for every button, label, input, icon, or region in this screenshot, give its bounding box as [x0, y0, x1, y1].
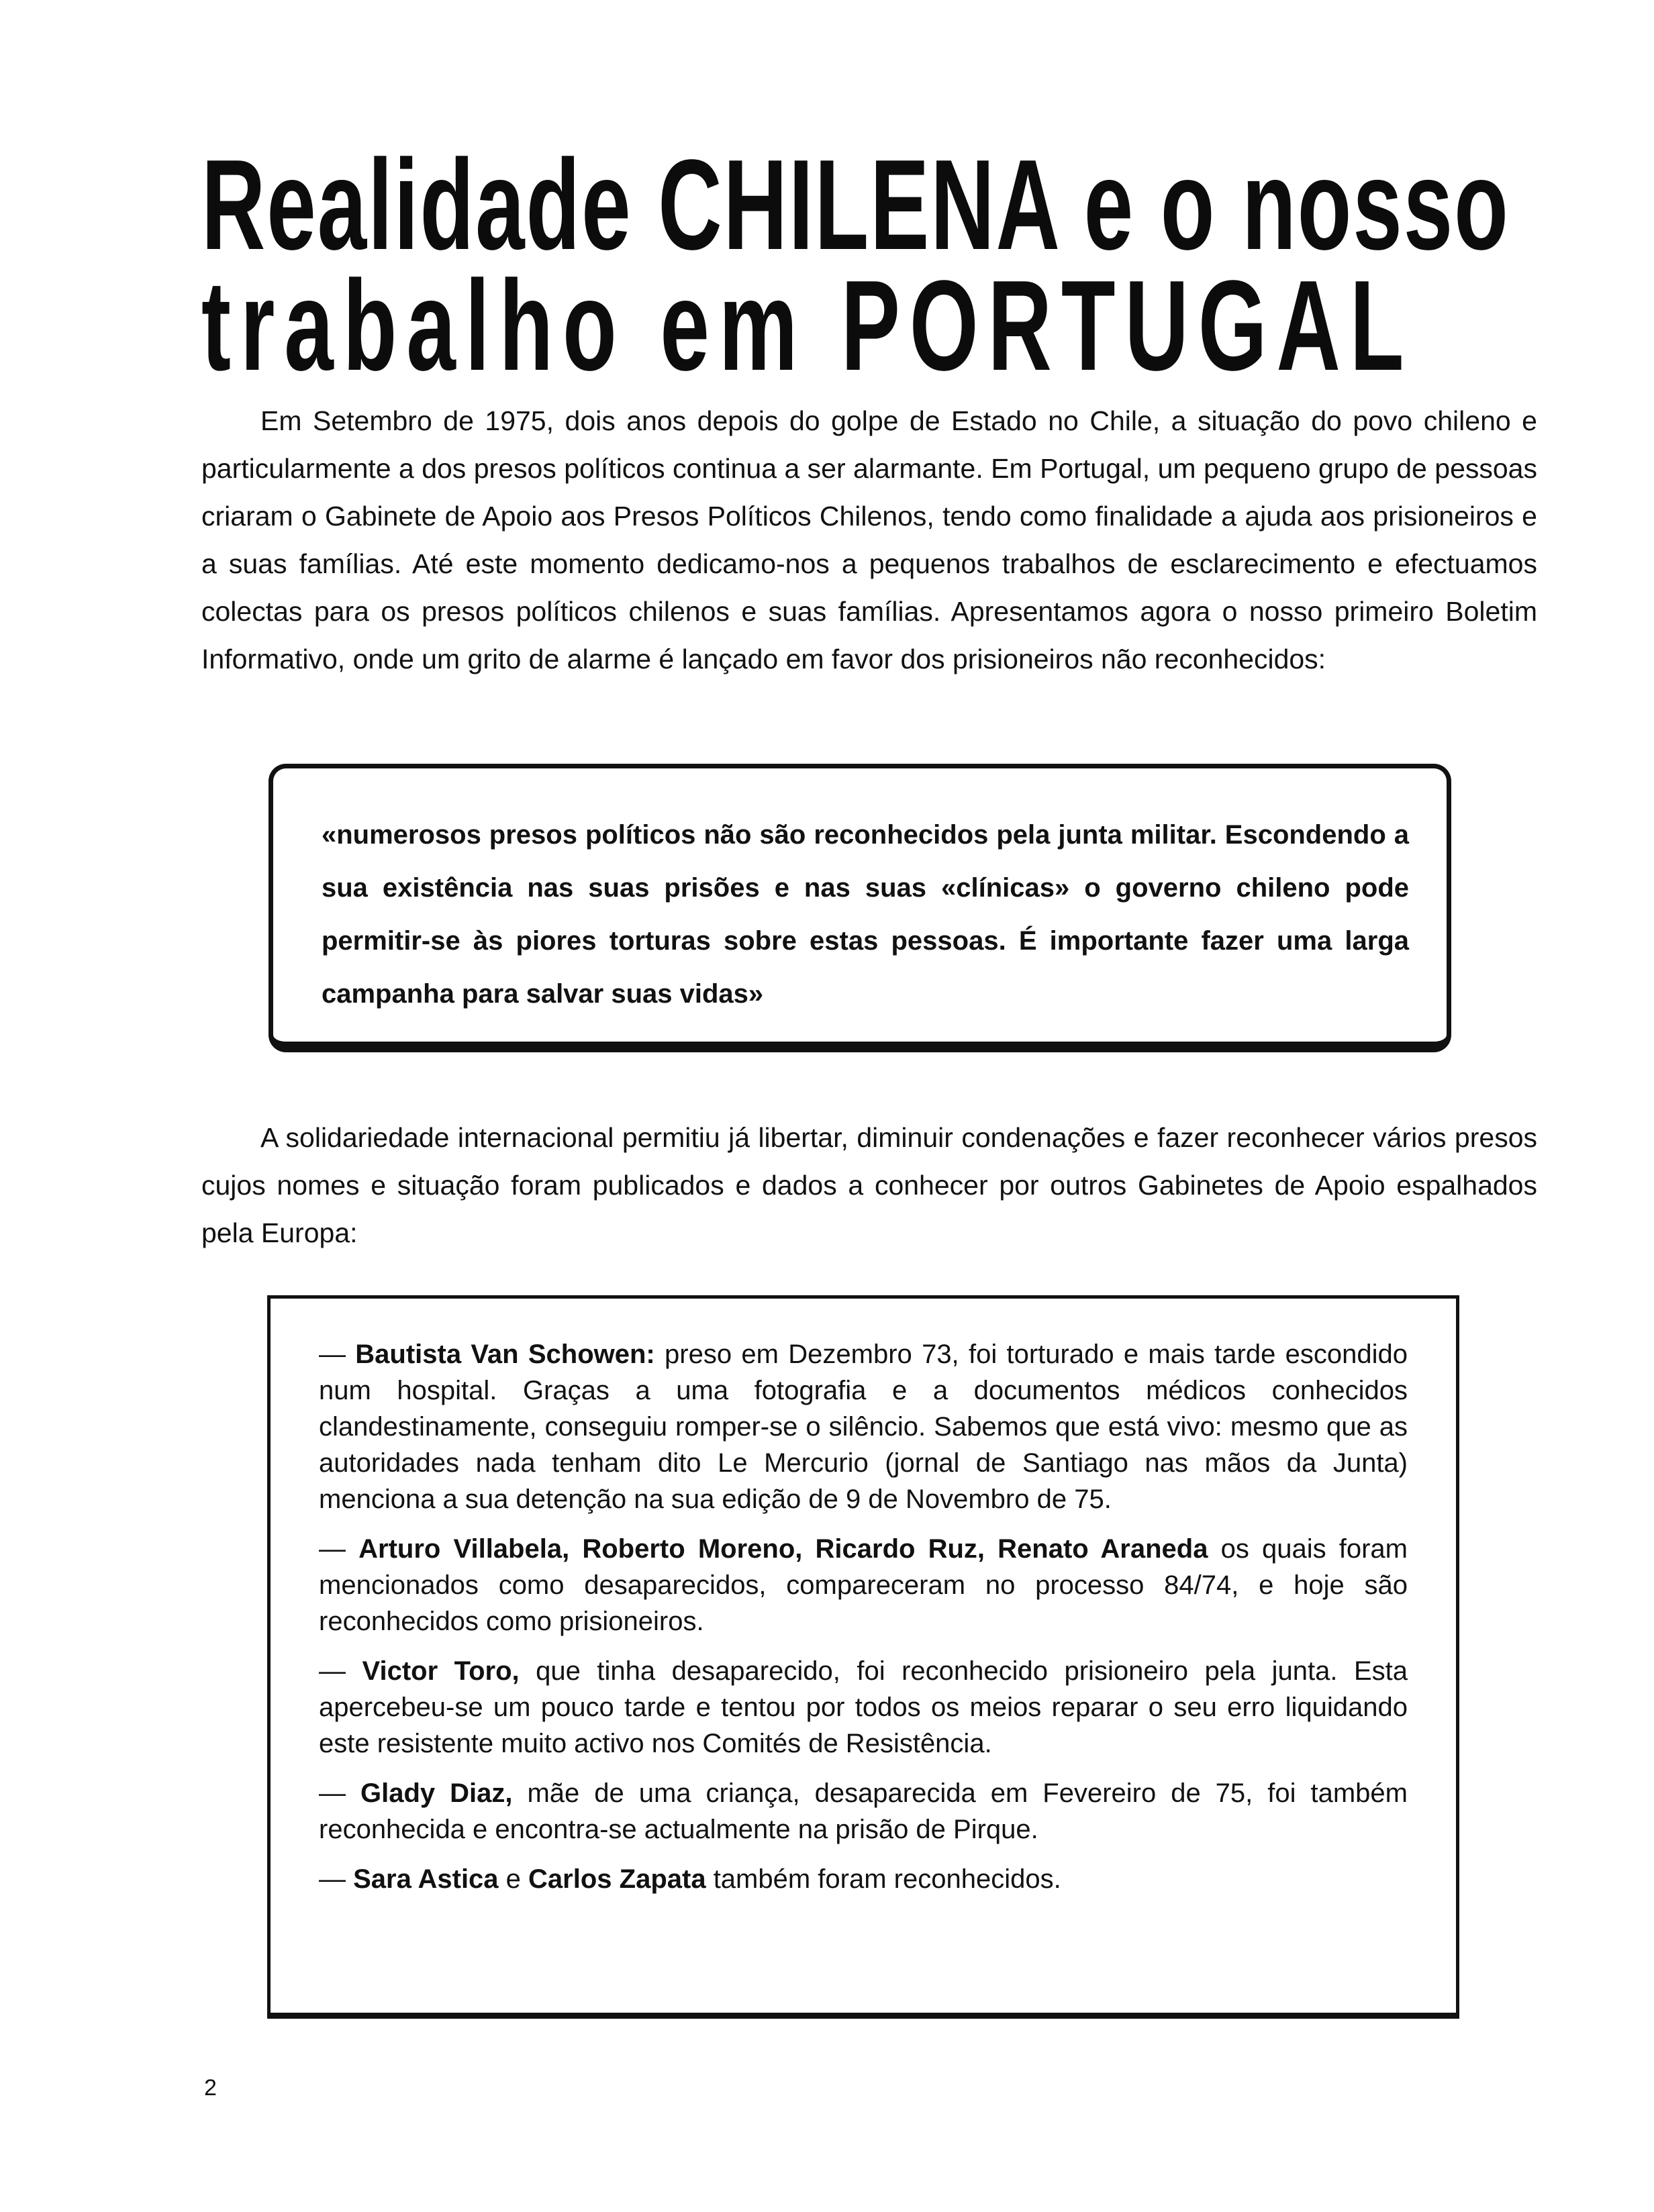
entry-dash: —	[319, 1656, 362, 1686]
prisoner-name: Glady Diaz,	[360, 1778, 513, 1808]
title-line-1: Realidade CHILENA e o nosso	[201, 133, 1510, 276]
quote-box	[269, 764, 1451, 1052]
prisoner-entry	[319, 1861, 1408, 1897]
page-title	[201, 133, 1510, 397]
prisoner-entry	[319, 1775, 1408, 1848]
prisoner-entry	[319, 1531, 1408, 1640]
prisoner-entry	[319, 1336, 1408, 1517]
title-line-2: trabalho em PORTUGAL	[201, 254, 1414, 397]
prisoner-entry	[319, 1653, 1408, 1762]
entry-dash: —	[319, 1340, 356, 1369]
prisoner-description: preso em Dezembro 73, foi torturado e mais tarde escondido num hospital. Graças a uma fotografia e a documentos médicos conhecidos clandestinamente, conseguiu romper-se o silêncio. Sabemos que está vivo: mesmo que as autoridades nada tenham dito Le Mercurio (jornal de Santiago nas mãos da Junta) menciona a sua detenção na sua edição de 9 de Novembro de 75.	[319, 1340, 1408, 1514]
prisoner-name: Arturo Villabela, Roberto Moreno, Ricardo Ruz, Renato Araneda	[358, 1534, 1208, 1564]
prisoner-description: os quais foram mencionados como desaparecidos, compareceram no processo 84/74, e hoje são reconhecidos como prisioneiros.	[319, 1534, 1408, 1636]
page-number: 2	[204, 2075, 217, 2101]
entry-dash: —	[319, 1864, 354, 1894]
intro-paragraph: Em Setembro de 1975, dois anos depois do golpe de Estado no Chile, a situação do povo chileno e particularmente a dos presos políticos continua a ser alarmante. Em Portugal, um pequeno grupo de pessoas criaram o Gabinete de Apoio aos Presos Políticos Chilenos, tendo como finalidade a ajuda aos prisioneiros e a suas famílias. Até este momento dedicamo-nos a pequenos trabalhos de esclarecimento e efectuamos colectas para os presos políticos chilenos e suas famílias. Apresentamos agora o nosso primeiro Boletim Informativo, onde um grito de alarme é lançado em favor dos prisioneiros não reconhecidos:	[201, 405, 1537, 674]
entry-dash: —	[319, 1778, 360, 1808]
prisoner-name: Victor Toro,	[362, 1656, 520, 1686]
prisoner-name: Carlos Zapata	[528, 1864, 706, 1894]
solidarity-paragraph: A solidariedade internacional permitiu já libertar, diminuir condenações e fazer reconhecer vários presos cujos nomes e situação foram publicados e dados a conhecer por outros Gabinetes de Apoio espalhados pela Europa:	[201, 1122, 1537, 1248]
entry-dash: —	[319, 1534, 359, 1564]
quote-text: «numerosos presos políticos não são reconhecidos pela junta militar. Escondendo a sua existência nas suas prisões e nas suas «clínicas» o governo chileno pode permitir-se às piores torturas sobre estas pessoas. É importante fazer uma larga campanha para salvar suas vidas»	[322, 820, 1409, 1009]
prisoner-description: mãe de uma criança, desaparecida em Fevereiro de 75, foi também reconhecida e encontra-se actualmente na prisão de Pirque.	[319, 1778, 1408, 1844]
prisoner-description: que tinha desaparecido, foi reconhecido prisioneiro pela junta. Esta apercebeu-se um pouco tarde e tentou por todos os meios reparar o seu erro liquidando este resistente muito activo nos Comités de Resistência.	[319, 1656, 1408, 1758]
prisoners-box	[267, 1295, 1459, 2019]
prisoner-name: Bautista Van Schowen:	[355, 1340, 655, 1369]
prisoner-description: também foram reconhecidos.	[706, 1864, 1061, 1894]
prisoner-name: Sara Astica	[353, 1864, 499, 1894]
prisoner-connector: e	[498, 1864, 529, 1894]
